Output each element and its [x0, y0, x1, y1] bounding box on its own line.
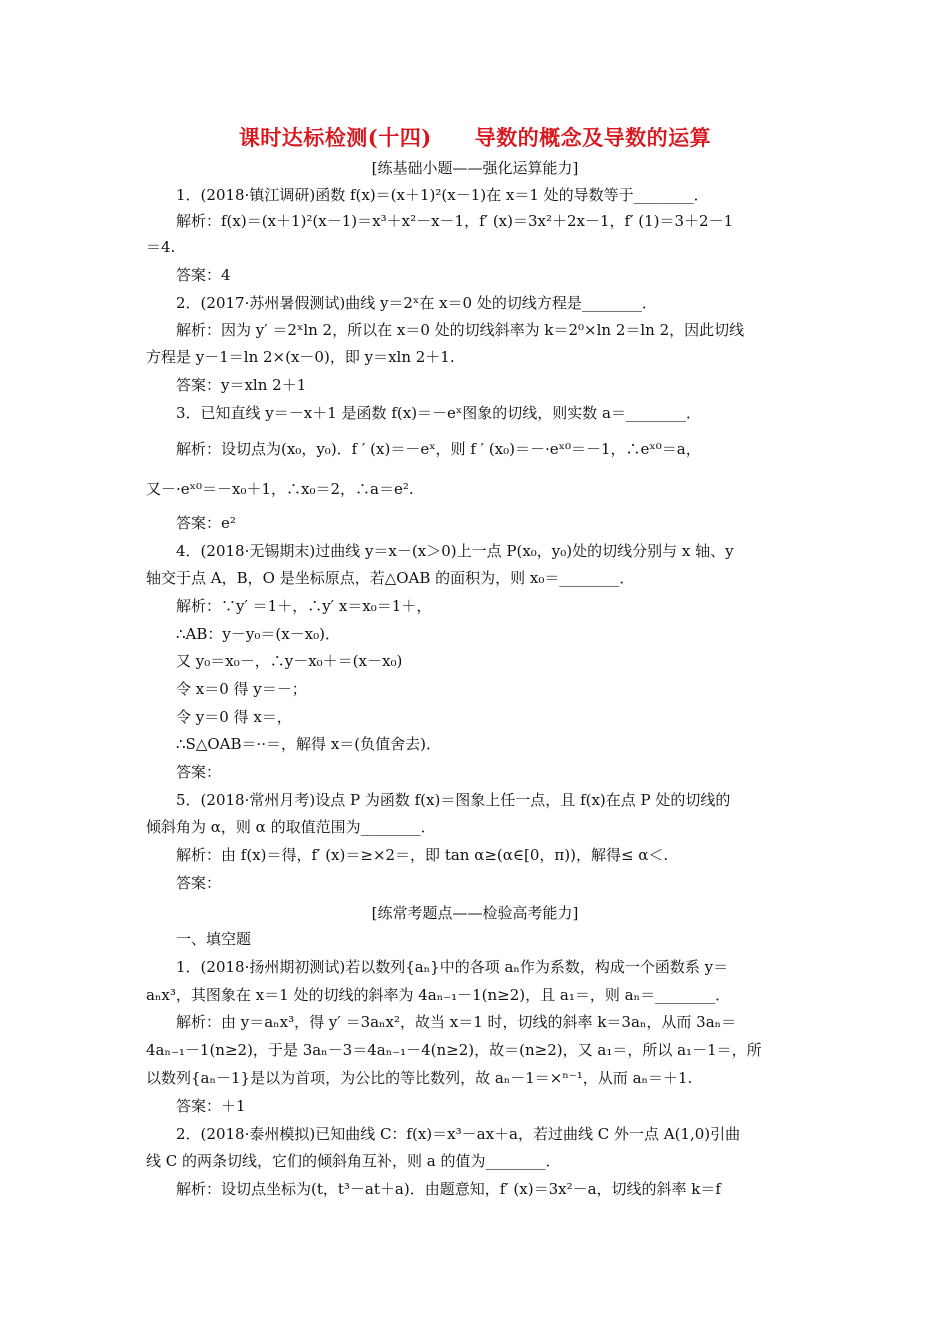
text-line: 令 y＝0 得 x＝， [176, 708, 292, 726]
text-line: 又－·eˣ⁰＝－x₀＋1，∴x₀＝2，∴a＝e². [146, 480, 414, 498]
text-line: 答案： [176, 763, 222, 781]
section-heading-basic: [练基础小题——强化运算能力] [371, 159, 579, 177]
section-heading-exam: [练常考题点——检验高考能力] [371, 904, 579, 922]
text-line: 4aₙ₋₁－1(n≥2)，于是 3aₙ－3＝4aₙ₋₁－4(n≥2)，故＝(n≥2)，又 a₁＝，所以 a₁－1＝，所 [146, 1041, 762, 1059]
text-line: ∴AB：y－y₀＝(x－x₀)． [176, 625, 340, 643]
text-line: 方程是 y－1＝ln 2×(x－0)，即 y＝xln 2＋1. [146, 348, 455, 366]
text-line: 又 y₀＝x₀－，∴y－x₀＋＝(x－x₀) [176, 652, 403, 670]
text-line: 解析：因为 y′ ＝2ˣln 2，所以在 x＝0 处的切线斜率为 k＝2⁰×ln 2＝ln 2，因此切线 [176, 321, 745, 339]
text-line: 以数列{aₙ－1}是以为首项，为公比的等比数列，故 aₙ－1＝×ⁿ⁻¹，从而 aₙ＝＋1. [146, 1069, 693, 1087]
text-line: 一、填空题 [176, 930, 252, 948]
text-line: 答案：y＝xln 2＋1 [176, 376, 307, 394]
text-line: 解析：设切点坐标为(t，t³－at＋a)．由题意知，f′ (x)＝3x²－a，切线的斜率 k＝f [176, 1180, 721, 1198]
text-line: 答案：e² [176, 514, 236, 532]
text-line: 倾斜角为 α，则 α 的取值范围为________． [146, 818, 436, 836]
text-line: ∴S△OAB＝··＝，解得 x＝(负值舍去)． [176, 735, 441, 753]
text-line: 解析：f(x)＝(x＋1)²(x－1)＝x³＋x²－x－1，f′ (x)＝3x²＋2x－1，f′ (1)＝3＋2－1 [176, 212, 734, 230]
text-line: 答案： [176, 874, 222, 892]
text-line: 4．(2018·无锡期末)过曲线 y＝x－(x＞0)上一点 P(x₀，y₀)处的切线分别与 x 轴、y [176, 542, 734, 560]
text-line: 2．(2017·苏州暑假测试)曲线 y＝2ˣ在 x＝0 处的切线方程是________． [176, 294, 657, 312]
page-title: 课时达标检测(十四) 导数的概念及导数的运算 [238, 125, 712, 150]
text-line: 1．(2018·扬州期初测试)若以数列{aₙ}中的各项 aₙ作为系数，构成一个函数系 y＝ [176, 958, 729, 976]
text-line: aₙx³，其图象在 x＝1 处的切线的斜率为 4aₙ₋₁－1(n≥2)，且 a₁＝，则 aₙ＝________． [146, 986, 731, 1004]
text-line: 线 C 的两条切线，它们的倾斜角互补，则 a 的值为________． [146, 1152, 561, 1170]
text-line: 答案：＋1 [176, 1097, 246, 1115]
text-line: 令 x＝0 得 y＝－； [176, 680, 307, 698]
text-line: 解析：由 y＝aₙx³，得 y′ ＝3aₙx²，故当 x＝1 时，切线的斜率 k＝3aₙ，从而 3aₙ＝ [176, 1013, 737, 1031]
text-line: 2．(2018·泰州模拟)已知曲线 C：f(x)＝x³－ax＋a，若过曲线 C 外一点 A(1,0)引曲 [176, 1125, 741, 1143]
text-line: 3．已知直线 y＝－x＋1 是函数 f(x)＝－eˣ图象的切线，则实数 a＝________． [176, 404, 701, 422]
text-line: 5．(2018·常州月考)设点 P 为函数 f(x)＝图象上任一点，且 f(x)在点 P 处的切线的 [176, 791, 731, 809]
text-line: 解析：由 f(x)＝得，f′ (x)＝≥×2＝，即 tan α≥(α∈[0，π))，解得≤ α＜. [176, 846, 669, 864]
text-line: 解析：设切点为(x₀，y₀)．f ′ (x)＝－eˣ，则 f ′ (x₀)＝－·eˣ⁰＝－1，∴eˣ⁰＝a， [176, 440, 701, 458]
text-line: 答案：4 [176, 266, 231, 284]
text-line: 1．(2018·镇江调研)函数 f(x)＝(x＋1)²(x－1)在 x＝1 处的导数等于________． [176, 186, 709, 204]
text-line: ＝4. [146, 238, 176, 256]
text-line: 轴交于点 A，B，O 是坐标原点，若△OAB 的面积为，则 x₀＝________． [146, 569, 635, 587]
text-line: 解析：∵y′ ＝1＋，∴y′ x＝x₀＝1＋， [176, 597, 432, 615]
